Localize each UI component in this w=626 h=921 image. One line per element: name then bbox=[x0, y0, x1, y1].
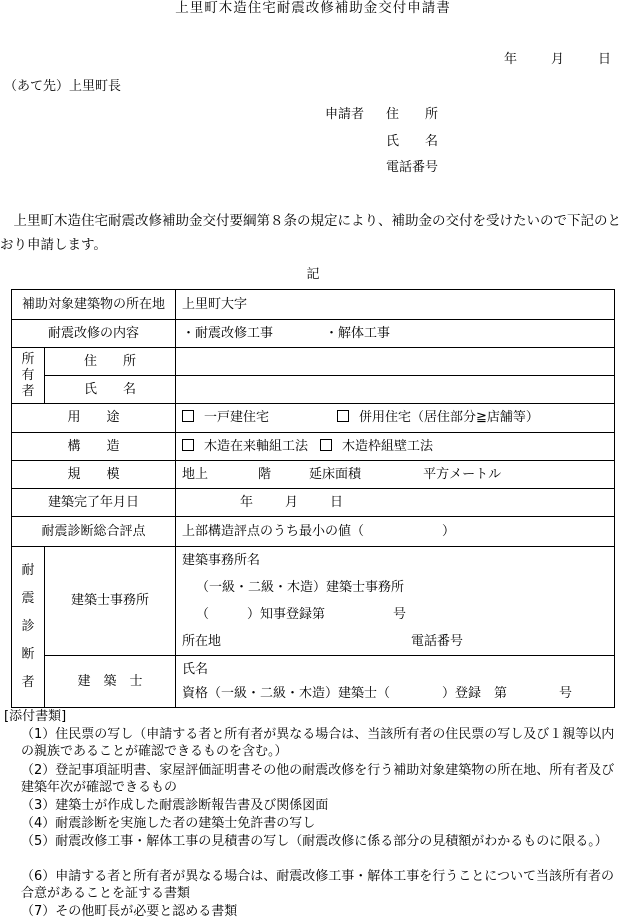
ki-heading: 記 bbox=[306, 267, 320, 282]
applicant-phone-label: 電話番号 bbox=[386, 160, 439, 175]
content-option-demolition: ・解体工事 bbox=[325, 325, 391, 341]
office-class: （一級・二級・木造）建築士事務所 bbox=[196, 580, 405, 595]
attachment-item-4: （4）耐震診断を実施した者の建築士免許書の写し bbox=[21, 816, 316, 831]
owner-name-value bbox=[176, 376, 615, 404]
attachment-item-2: （2）登記事項証明書、家屋評価証明書その他の耐震改修を行う補助対象建築物の所在地、所有者及び建築年次が確認できるもの bbox=[21, 763, 615, 795]
applicant-name-label: 氏 名 bbox=[386, 134, 439, 149]
structure-option-2x4: 木造枠組壁工法 bbox=[342, 438, 434, 454]
office-label: 建築士事務所 bbox=[45, 547, 176, 656]
checkbox-2x4-frame[interactable] bbox=[320, 439, 332, 451]
applicant-address-label: 住 所 bbox=[386, 107, 439, 122]
structure-option-conventional: 木造在来軸組工法 bbox=[204, 438, 309, 454]
application-form-table bbox=[11, 289, 615, 708]
architect-name-label: 氏名 bbox=[182, 661, 209, 677]
attachment-item-5: （5）耐震改修工事・解体工事の見積書の写し（耐震改修に係る部分の見積額がわかるものに限る。） bbox=[21, 834, 608, 849]
checkbox-conventional-frame[interactable] bbox=[182, 439, 194, 451]
attachment-item-7: （7）その他町長が必要と認める書類 bbox=[21, 904, 238, 919]
scale-value: 地上 階 延床面積 平方メートル bbox=[176, 461, 615, 489]
content-label: 耐震改修の内容 bbox=[12, 320, 176, 348]
completion-date-value: 年 月 日 bbox=[176, 489, 615, 517]
owner-name-label: 氏 名 bbox=[45, 376, 176, 404]
use-label: 用 途 bbox=[12, 404, 176, 433]
intro-paragraph: 上里町木造住宅耐震改修補助金交付要綱第８条の規定により、補助金の交付を受けたいので下記のとおり申請します。 bbox=[0, 213, 621, 253]
attachment-item-6: （6）申請する者と所有者が異なる場合は、耐震改修工事・解体工事を行うことについて当該所有者の合意があることを証する書類 bbox=[21, 869, 615, 901]
owner-address-label: 住 所 bbox=[45, 348, 176, 376]
owner-vertical-label: 所 有 者 bbox=[12, 348, 45, 404]
use-option-mixed: 併用住宅（居住部分≧店舗等） bbox=[359, 410, 539, 425]
checkbox-detached-house[interactable] bbox=[182, 410, 194, 422]
checkbox-mixed-use[interactable] bbox=[337, 410, 349, 422]
office-location-row: 所在地 電話番号 bbox=[182, 634, 464, 649]
architect-qualification: 資格（一級・二級・木造）建築士（ ）登録 第 号 bbox=[182, 685, 573, 701]
office-name-label: 建築事務所名 bbox=[182, 553, 261, 568]
page-title: 上里町木造住宅耐震改修補助金交付申請書 bbox=[175, 0, 451, 16]
diagnoser-vertical-label: 耐 震 診 断 者 bbox=[12, 547, 45, 708]
location-label: 補助対象建築物の所在地 bbox=[12, 290, 176, 320]
completion-date-label: 建築完了年月日 bbox=[12, 489, 176, 517]
structure-value bbox=[176, 433, 615, 461]
architect-details bbox=[176, 656, 615, 708]
date-year: 年 bbox=[504, 52, 518, 67]
location-value: 上里町大字 bbox=[176, 290, 615, 320]
attachment-item-3: （3）建築士が作成した耐震診断報告書及び関係図面 bbox=[21, 798, 329, 813]
applicant-label: 申請者 bbox=[325, 107, 365, 122]
architect-label: 建 築 士 bbox=[45, 656, 176, 708]
content-value bbox=[176, 320, 615, 348]
owner-address-value bbox=[176, 348, 615, 376]
diagnosis-score-value: 上部構造評点のうち最小の値（ ） bbox=[176, 517, 615, 547]
date-month: 月 bbox=[551, 52, 565, 67]
office-registration: （ ）知事登録第 号 bbox=[196, 607, 407, 622]
scale-label: 規 模 bbox=[12, 461, 176, 489]
use-option-detached: 一戸建住宅 bbox=[204, 410, 270, 425]
attachments-header: [添付書類] bbox=[4, 709, 67, 724]
addressee: （あて先）上里町長 bbox=[4, 79, 122, 94]
diagnosis-score-label: 耐震診断総合評点 bbox=[12, 517, 176, 547]
content-option-retrofit: ・耐震改修工事 bbox=[182, 325, 274, 341]
use-value bbox=[176, 404, 615, 433]
office-details bbox=[176, 547, 615, 656]
structure-label: 構 造 bbox=[12, 433, 176, 461]
attachment-item-1: （1）住民票の写し（申請する者と所有者が異なる場合は、当該所有者の住民票の写し及び１親等以内の親族であることが確認できるものを含む。） bbox=[21, 727, 615, 759]
date-day: 日 bbox=[598, 52, 612, 67]
